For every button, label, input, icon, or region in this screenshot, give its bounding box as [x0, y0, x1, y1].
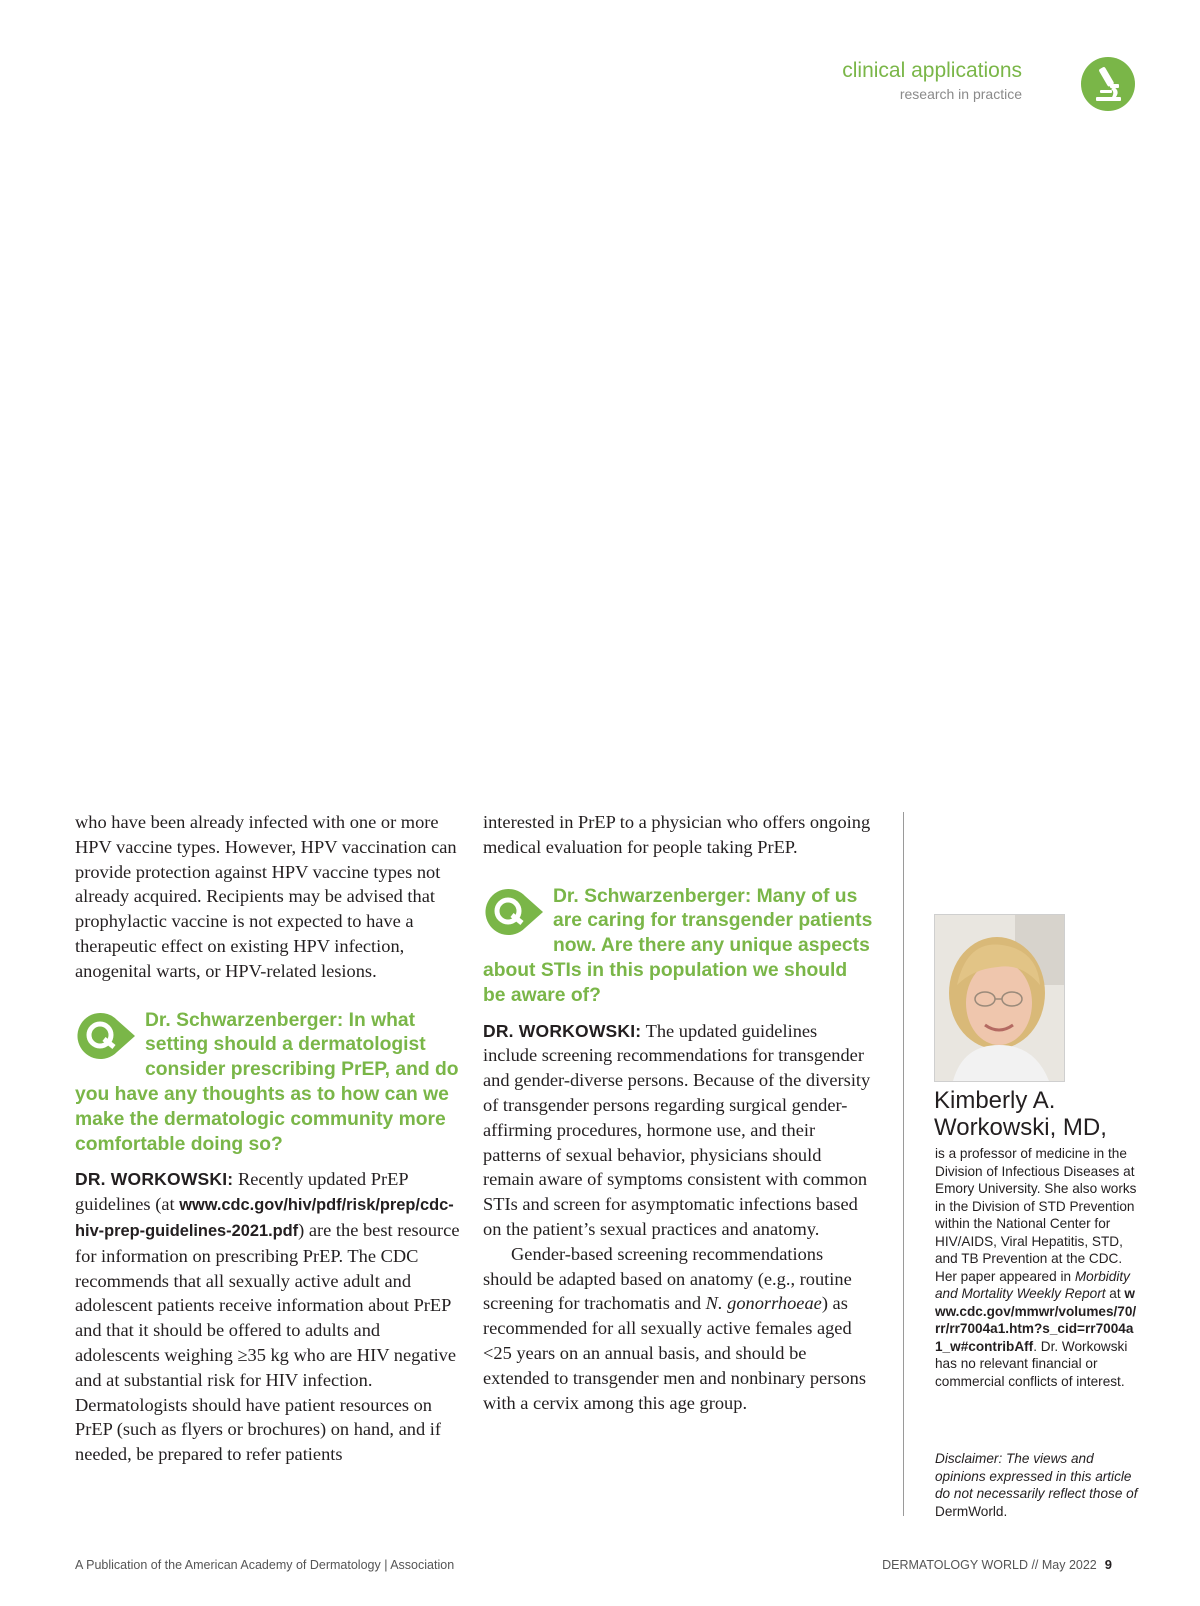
body-text-cont: ) as recommended for all sexually active females aged <25 years on an annual basis, and should be extended to transgender men and nonbinary persons with a cervix among this age group.	[483, 1293, 867, 1413]
question-block	[483, 885, 873, 1009]
footer-issue	[882, 1557, 1112, 1572]
section-subtitle: research in practice	[899, 86, 1022, 102]
species-name: N. gonorrhoeae	[705, 1293, 822, 1314]
column-divider	[903, 812, 904, 1516]
mmwr-link[interactable]: www.cdc.gov/mmwr/volumes/70/rr/rr7004a1.htm?s_cid=rr7004a1_w#contribAff	[935, 1286, 1137, 1354]
article-column-1	[75, 810, 465, 1467]
article-column-2	[483, 810, 873, 1415]
body-text: Gender-based screening recommendations should be adapted based on anatomy (e.g., routine screening for trachomatis and	[483, 1243, 852, 1314]
answer-text: The updated guidelines include screening recommendations for transgender and gender-diverse persons. Because of the diversity of transgender persons regarding surgical gender-affirming procedures, hormone use, and their patterns of sexual behavior, physicians should remain aware of symptoms consistent with common STIs and screen for asymptomatic infections based on the patient’s sexual practices and anatomy.	[483, 1020, 871, 1239]
bio-text-cont: . Dr. Workowski has no relevant financial or commercial conflicts of interest.	[935, 1338, 1128, 1389]
question-icon	[75, 1011, 137, 1061]
page-number: 9	[1104, 1557, 1112, 1572]
footer-issue-text: DERMATOLOGY WORLD // May 2022	[882, 1558, 1097, 1572]
journal-name: Morbidity and Mortality Weekly Report	[935, 1268, 1130, 1301]
answer-text-cont: ) are the best resource for information on prescribing PrEP. The CDC recommends that all sexually active adult and adolescent patients receive information about PrEP and that it should be offered to adults and adolescents weighing ≥35 kg who are HIV negative and at substantial risk for HIV infection. Dermatologists should have patient resources on PrEP (such as flyers or brochures) on hand, and if needed, be prepared to refer patients	[75, 1219, 460, 1465]
question-icon	[483, 887, 545, 937]
bio-text: is a professor of medicine in the Division of Infectious Diseases at Emory University. She also works in the Division of STD Prevention within the National Center for HIV/AIDS, Viral Hepatitis, STD, and TB Prevention at the CDC. Her paper appeared in	[935, 1146, 1137, 1284]
bio-text-at: at	[1109, 1286, 1121, 1301]
microscope-icon	[1081, 57, 1135, 111]
question-block	[75, 1009, 465, 1158]
question-speaker: Dr. Schwarzenberger:	[553, 885, 752, 907]
question-text: Many of us are caring for transgender patients now. Are there any unique aspects about STIs in this population we should be aware of?	[483, 885, 873, 1006]
prep-guidelines-link[interactable]: www.cdc.gov/hiv/pdf/risk/prep/cdc-hiv-prep-guidelines-2021.pdf	[75, 1196, 454, 1240]
answer-speaker: DR. WORKOWSKI:	[483, 1020, 642, 1041]
body-paragraph	[483, 1242, 873, 1416]
section-header	[842, 58, 1022, 104]
answer-speaker: DR. WORKOWSKI:	[75, 1169, 234, 1190]
answer-paragraph	[483, 1019, 873, 1242]
disclaimer	[935, 1450, 1140, 1520]
disclaimer-text: Disclaimer: The views and opinions expressed in this article do not necessarily reflect those of	[935, 1451, 1138, 1501]
answer-paragraph	[75, 1167, 465, 1467]
section-title: clinical applications	[842, 59, 1022, 82]
author-name: Kimberly A. Workowski, MD,	[934, 1087, 1107, 1141]
body-paragraph: interested in PrEP to a physician who offers ongoing medical evaluation for people taking PrEP.	[483, 812, 871, 857]
body-paragraph: who have been already infected with one or more HPV vaccine types. However, HPV vaccination can provide protection against HPV vaccine types not already acquired. Recipients may be advised that prophylactic vaccine is not expected to have a therapeutic effect on existing HPV infection, anogenital warts, or HPV-related lesions.	[75, 812, 457, 981]
question-speaker: Dr. Schwarzenberger:	[145, 1009, 344, 1031]
answer-text: Recently updated PrEP guidelines (at	[75, 1169, 408, 1215]
question-text: In what setting should a dermatologist consider prescribing PrEP, and do you have any thoughts as to how can we make the dermatologic community more comfortable doing so?	[75, 1009, 459, 1155]
author-photo	[934, 914, 1065, 1082]
footer-publisher: A Publication of the American Academy of Dermatology | Association	[75, 1558, 455, 1572]
author-bio	[935, 1145, 1140, 1390]
disclaimer-brand: DermWorld.	[935, 1503, 1008, 1519]
